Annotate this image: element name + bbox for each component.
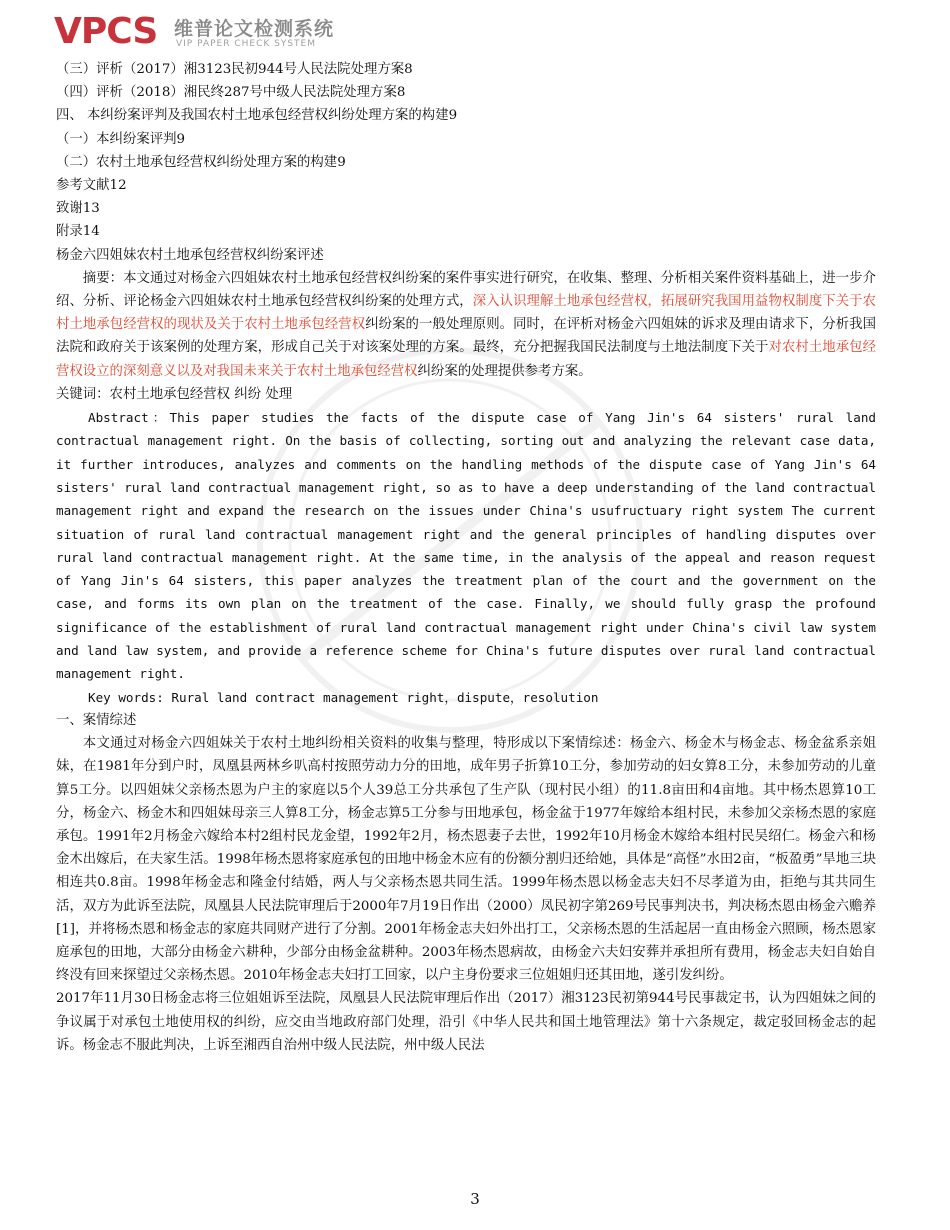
abstract-english: Abstract：This paper studies the facts of the dispute case of Yang Jin's 64 sisters' rural land contractual management right. On the basis of collecting, sorting out and analyzing the relevant case data, it further introduces, analyzes and comments on the handling methods of the dispute case of Yang Jin's 64 sisters' rural land contractual management right, so as to have a deep understanding of the land contractual management right and expand the research on the issues under China's usufructuary right system The current situation of rural land contractual management right and the general principles of handling disputes over rural land contractual management right. At the same time, in the analysis of the appeal and reason request of Yang Jin's 64 sisters, this paper analyzes the treatment plan of the court and the government on the case, and forms its own plan on the treatment of the case. Finally, we should fully grasp the profound significance of the establishment of rural land contractual management right under China's civil law system and land law system, and provide a reference scheme for China's future disputes over rural land contractual management right. <box>56 410 876 682</box>
abstract-text: 摘要：本文通过对杨金六四姐妹农村土地承包经营权纠纷案的案件事实进行研究，在收集、整理、分析相关案件资料基础上，进一步介绍、分析、评论杨金六四姐妹农村土地承包经营权纠纷案的处理方式， <box>56 270 876 310</box>
vpcs-logo <box>54 12 354 56</box>
case-summary-paragraph: 2017年11月30日杨金志将三位姐姐诉至法院，凤凰县人民法院审理后作出（2017）湘3123民初第944号民事裁定书，认为四姐妹之间的争议属于对承包土地使用权的纠纷，应交由当地政府部门处理，沿引《中华人民共和国土地管理法》第十六条规定，裁定驳回杨金志的起诉。杨金志不服此判决，上诉至湘西自治州中级人民法院，州中级人民法 <box>56 991 876 1053</box>
toc-entry: （二）农村土地承包经营权纠纷处理方案的构建9 <box>56 154 346 170</box>
abstract-text: 纠纷案的一般处理原则。同时，在评析对杨金六四姐妹的诉求及理由请求下，分析我国法院和政府关于该案例的处理方案，形成自己关于对该案处理的方案。最终，充分把握我国民法制度与土地法制度下关于 <box>56 317 877 356</box>
toc-entry: 参考文献12 <box>56 178 127 194</box>
section-heading: 一、案情综述 <box>56 712 137 728</box>
paper-title: 杨金六四姐妹农村土地承包经营权纠纷案评述 <box>56 247 324 263</box>
abstract-highlight: 对农村土地承包经营权设立的深刻意义以及对我国未来关于农村土地承包经营权 <box>56 340 877 379</box>
keywords-english: Key words: Rural land contract management right，dispute，resolution <box>88 689 599 705</box>
abstract-highlight: 深入认识理解土地承包经营权，拓展研究我国用益物权制度下关于农村土地承包经营权的现状及关于农村土地承包经营权 <box>56 294 876 333</box>
toc-entry: 致谢13 <box>56 201 100 217</box>
case-summary-paragraph: 本文通过对杨金六四姐妹关于农村土地纠纷相关资料的收集与整理，特形成以下案情综述：杨金六、杨金木与杨金志、杨金盆系亲姐妹，在1981年分到户时，凤凰县两林乡叭高村按照劳动力分的田地，成年男子折算10工分，参加劳动的妇女算8工分，未参加劳动的儿童算5工分。以四姐妹父亲杨杰恩为户主的家庭以5个人39总工分共承包了生产队（现村民小组）的11.8亩田和4亩地。其中杨杰恩算10工分，杨金六、杨金木和四姐妹母亲三人算8工分，杨金志算5工分参与田地承包，杨金盆于1977年嫁给本组村民，未参加父亲杨杰恩的家庭承包。1991年2月杨金六嫁给本村2组村民龙金望，1992年2月，杨杰恩妻子去世，1992年10月杨金木嫁给本组村民吴绍仁。杨金六和杨金木出嫁后，在夫家生活。1998年杨杰恩将家庭承包的田地中杨金木应有的份额分割归还给她，具体是“高怪”水田2亩，“板盈勇”旱地三块相连共0.8亩。1998年杨金志和隆金付结婚，两人与父亲杨杰恩共同生活。1999年杨杰恩以杨金志夫妇不尽孝道为由，拒绝与其共同生活，双方为此诉至法院，凤凰县人民法院审理后于2000年7月19日作出（2000）凤民初字第269号民事判决书，判决杨杰恩由杨金六赡养[1]，并将杨杰恩和杨金志的家庭共同财产进行了分割。2001年杨金志夫妇外出打工，父亲杨杰恩的生活起居一直由杨金六照顾，杨杰恩家庭承包的田地，大部分由杨金六耕种，少部分由杨金盆耕种。2003年杨杰恩病故，由杨金六夫妇安葬并承担所有费用，杨金志夫妇自始自终没有回来探望过父亲杨杰恩。2010年杨金志夫妇打工回家，以户主身份要求三位姐姐归还其田地，遂引发纠纷。 <box>56 736 876 984</box>
abstract-text: 纠纷案的处理提供参考方案。 <box>417 363 592 379</box>
logo-mark: VPCS <box>54 11 158 52</box>
keywords-chinese: 关键词：农村土地承包经营权 纠纷 处理 <box>56 386 293 402</box>
logo-english-name: VIP PAPER CHECK SYSTEM <box>176 39 316 49</box>
abstract-chinese <box>56 267 876 383</box>
logo-chinese-name: 维普论文检测系统 <box>174 18 335 40</box>
toc-entry: （四）评析（2018）湘民终287号中级人民法院处理方案8 <box>56 85 406 101</box>
toc-entry: （一）本纠纷案评判9 <box>56 131 186 147</box>
toc-entry: （三）评析（2017）湘3123民初944号人民法院处理方案8 <box>56 62 413 77</box>
page-number: 3 <box>470 1190 480 1208</box>
toc-entry: 附录14 <box>56 224 100 240</box>
document-body <box>56 58 876 1057</box>
toc-entry: 四、 本纠纷案评判及我国农村土地承包经营权纠纷处理方案的构建9 <box>56 108 458 124</box>
